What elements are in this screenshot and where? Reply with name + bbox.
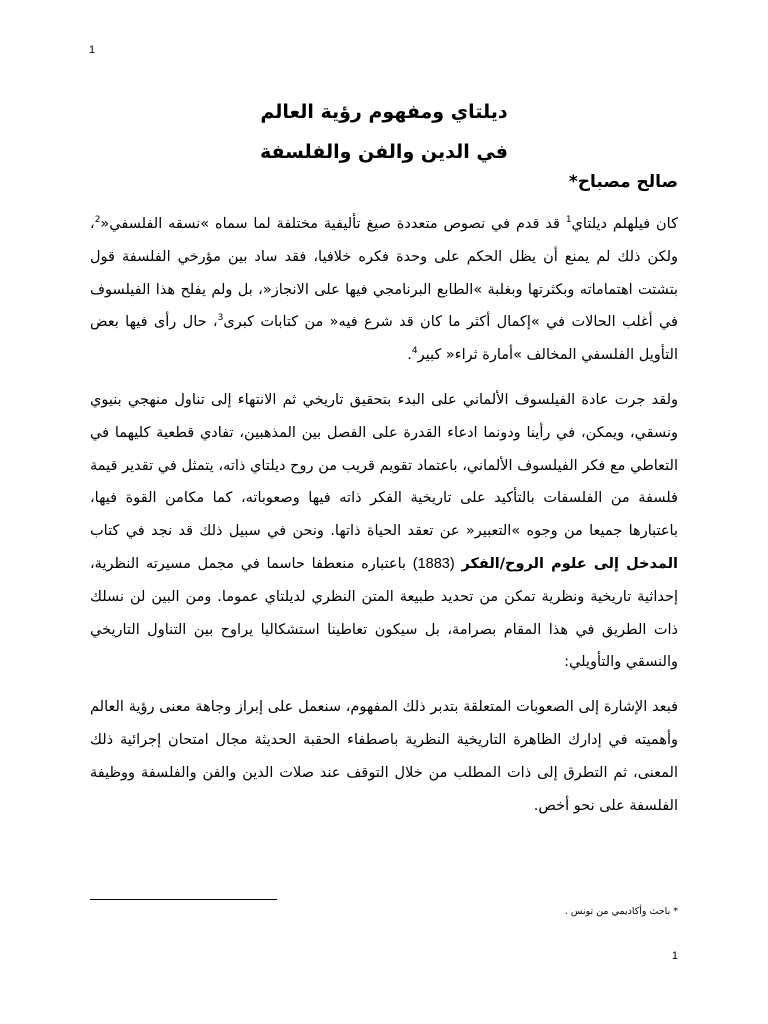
paragraph-text: باعتباره منعطفا حاسما في مجمل مسيرته النظرية، إحداثية تاريخية ونظرية تمكن من تحديد طبيعة المتن النظري لديلتاي عموما. ومن البين لن نسلك ذات الطريق في هذا المقام بصرامة، بل سيكون تعاطينا استشكاليا يراوح بين التناول التاريخي والنسقي والتأويلي: (90, 555, 678, 671)
paragraph-text: ، حال رأى فيها بعض التأويل الفلسفي المخالف »أمارة ثراء« كبير (90, 314, 678, 364)
paragraph (90, 384, 678, 679)
body-text (90, 208, 678, 834)
title-line-1: ديلتاي ومفهوم رؤية العالم (260, 101, 508, 123)
paragraph (90, 208, 678, 372)
paragraph-text: ، ولكن ذلك لم يمنع أن يظل الحكم على وحدة فكره خلافيا، فقد ساد بين مؤرخي الفلسفة قول بتشتت اهتماماته وبكثرتها وبغلبة »الطابع البرنامجي فيها على الانجاز«، بل ولم يفلح هذا الفيلسوف في أغلب الحالات في »إكمال أكثر ما كان قد شرع فيه« من كتابات كبرى (90, 216, 678, 331)
paragraph-text: فبعد الإشارة إلى الصعوبات المتعلقة بتدبر ذلك المفهوم، سنعمل على إبراز وجاهة معنى رؤية العالم وأهميته في إدارك الظاهرة التاريخية النظرية باصطفاء الحقبة الحديثة مجال امتحان إجرائية ذلك المعنى، ثم التطرق إلى ذات المطلب من خلال التوقف عند صلات الدين والفن والفلسفة ووظيفة الفلسفة على نحو أخص. (90, 699, 678, 814)
paragraph-text: ولقد جرت عادة الفيلسوف الألماني على البدء بتحقيق تاريخي ثم الانتهاء إلى تناول منهجي بنيوي ونسقي، ويمكن، في رأينا ودونما ادعاء القدرة على الفصل بين المذهبين، تفادي قطعية كليهما في التعاطي مع فكر الفيلسوف الألماني، باعتماد تقويم قريب من روح ديلتاي ذاته، يتمثل في تقدير قيمة فلسفة من الفلسفات بالتأكيد على تاريخية الفكر ذاته فيها وصعوباته، كما مكامن القوة فيها، باعتبارها جميعا من وجوه »التعبير« عن تعقد الحياة ذاتها. ونحن في سبيل ذلك قد نجد في كتاب (90, 391, 678, 540)
book-title: المدخل إلى علوم الروح/الفكر (461, 555, 678, 572)
footnote-ref: 3 (217, 313, 224, 324)
title-block (90, 92, 678, 172)
footnote-ref: 4 (411, 346, 418, 357)
year-text: (1883) (412, 555, 455, 572)
paragraph-text: . (407, 347, 412, 364)
title-line-2: في الدين والفن والفلسفة (259, 141, 508, 163)
footnote-ref: 2 (94, 215, 101, 226)
footnote-separator (90, 899, 277, 900)
page-number-bottom: 1 (671, 950, 678, 962)
page-number-top: 1 (89, 44, 96, 56)
footnote-text: * باحث وأكاديمي من تونس . (564, 906, 678, 917)
paragraph-text: قد قدم في نصوص متعددة صيغ تأليفية مختلفة لما سماه »نسقه الفلسفي« (100, 216, 566, 232)
paragraph-text: كان فيلهلم ديلتاي (571, 216, 678, 232)
footnote-ref: 1 (565, 215, 572, 226)
paragraph (90, 691, 678, 822)
author-name: صالح مصباح* (568, 172, 678, 192)
